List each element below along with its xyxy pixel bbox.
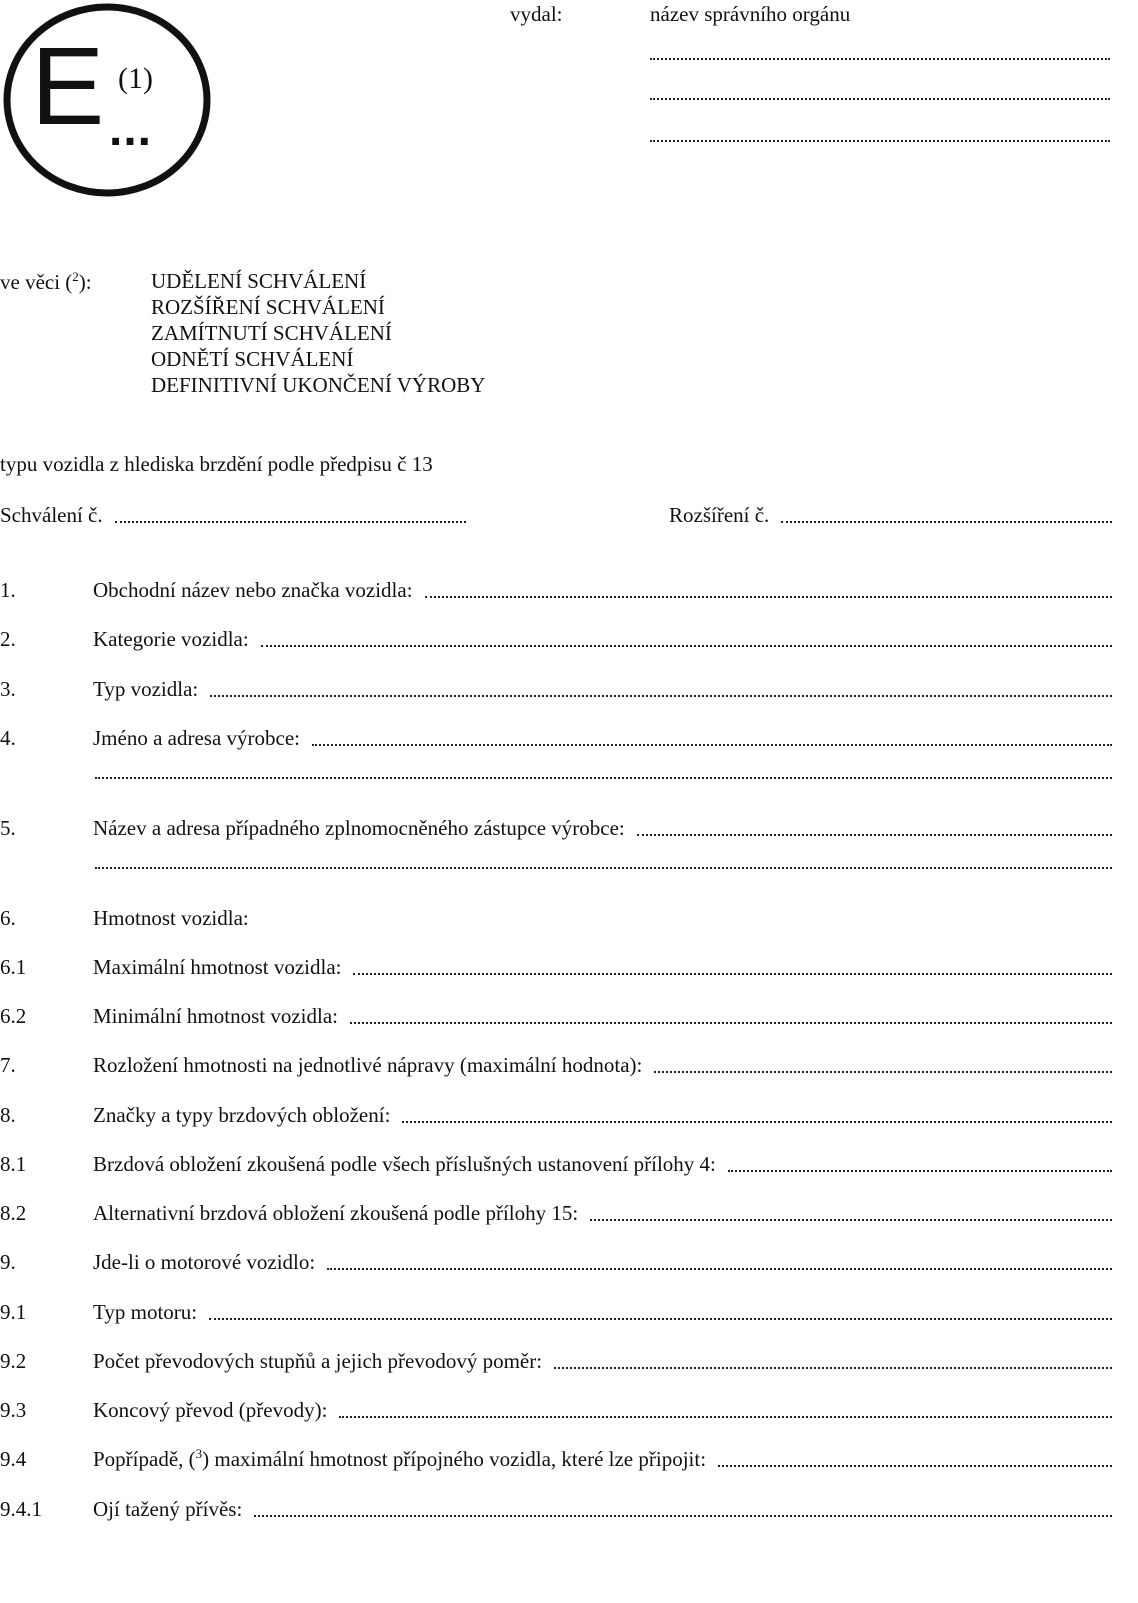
item-4: 4. Jméno a adresa výrobce:: [0, 721, 1112, 751]
item-8-1: 8.1 Brzdová obložení zkoušená podle všech příslušných ustanovení přílohy 4:: [0, 1147, 1112, 1177]
issued-by-value: název správního orgánu: [650, 2, 851, 26]
issuer-fill-line-1: [650, 58, 1110, 60]
item-9-4: 9.4 Popřípadě, ($^3$) maximální hmotnost přípojného vozidla, které lze připojit:: [0, 1442, 1112, 1472]
item-8-2: 8.2 Alternativní brzdová obložení zkoušená podle přílohy 15:: [0, 1196, 1112, 1226]
approval-number-label: Schválení č.: [0, 503, 103, 527]
footnote-ref-2: 2: [72, 269, 79, 284]
extension-number-label: Rozšíření č.: [669, 503, 770, 527]
option-withdraw-approval: ODNĚTÍ SCHVÁLENÍ: [151, 347, 354, 371]
option-production-discontinued: DEFINITIVNÍ UKONČENÍ VÝROBY: [151, 373, 486, 397]
item-9-2: 9.2 Počet převodových stupňů a jejich převodový poměr:: [0, 1344, 1112, 1374]
footnote-ref-3: 3: [195, 1446, 203, 1461]
approval-number-row: [0, 498, 466, 528]
document-subject: typu vozidla z hlediska brzdění podle předpisu č 13: [0, 452, 433, 476]
extension-number-fill: [781, 521, 1112, 523]
item-6: 6. Hmotnost vozidla:: [0, 906, 249, 930]
emblem-footnote-ref: (1): [118, 62, 153, 95]
item-9-4-1: 9.4.1 Ojí tažený přívěs:: [0, 1492, 1112, 1522]
concerning-label: ve věci ($^2$):: [0, 269, 92, 294]
item-9-3: 9.3 Koncový převod (převody):: [0, 1393, 1112, 1423]
item-5-continuation-line: [95, 867, 1112, 869]
item-7: 7. Rozložení hmotnosti na jednotlivé nápravy (maximální hodnota):: [0, 1048, 1112, 1078]
issued-by-label: vydal:: [510, 2, 563, 26]
option-refuse-approval: ZAMÍTNUTÍ SCHVÁLENÍ: [151, 321, 392, 345]
item-8: 8. Značky a typy brzdových obložení:: [0, 1098, 1112, 1128]
emblem-letter: E: [31, 25, 105, 148]
item-5: 5. Název a adresa případného zplnomocněného zástupce výrobce:: [0, 811, 1112, 841]
item-6-2: 6.2 Minimální hmotnost vozidla:: [0, 999, 1112, 1029]
item-1: 1. Obchodní název nebo značka vozidla:: [0, 573, 1112, 603]
item-9: 9. Jde-li o motorové vozidlo:: [0, 1245, 1112, 1275]
item-6-1: 6.1 Maximální hmotnost vozidla:: [0, 950, 1112, 980]
concerning-options: [151, 268, 485, 398]
approval-number-fill: [115, 521, 466, 523]
emblem-country-dots: ...: [109, 103, 153, 156]
approval-mark-emblem: [3, 2, 215, 198]
extension-number-row: [669, 498, 1112, 528]
issuer-fill-line-2: [650, 98, 1110, 100]
issuer-fill-line-3: [650, 140, 1110, 142]
item-3: 3. Typ vozidla:: [0, 672, 1112, 702]
option-extend-approval: ROZŠÍŘENÍ SCHVÁLENÍ: [151, 295, 385, 319]
option-grant-approval: UDĚLENÍ SCHVÁLENÍ: [151, 269, 367, 293]
item-2: 2. Kategorie vozidla:: [0, 622, 1112, 652]
item-9-1: 9.1 Typ motoru:: [0, 1295, 1112, 1325]
item-4-continuation-line: [95, 777, 1112, 779]
